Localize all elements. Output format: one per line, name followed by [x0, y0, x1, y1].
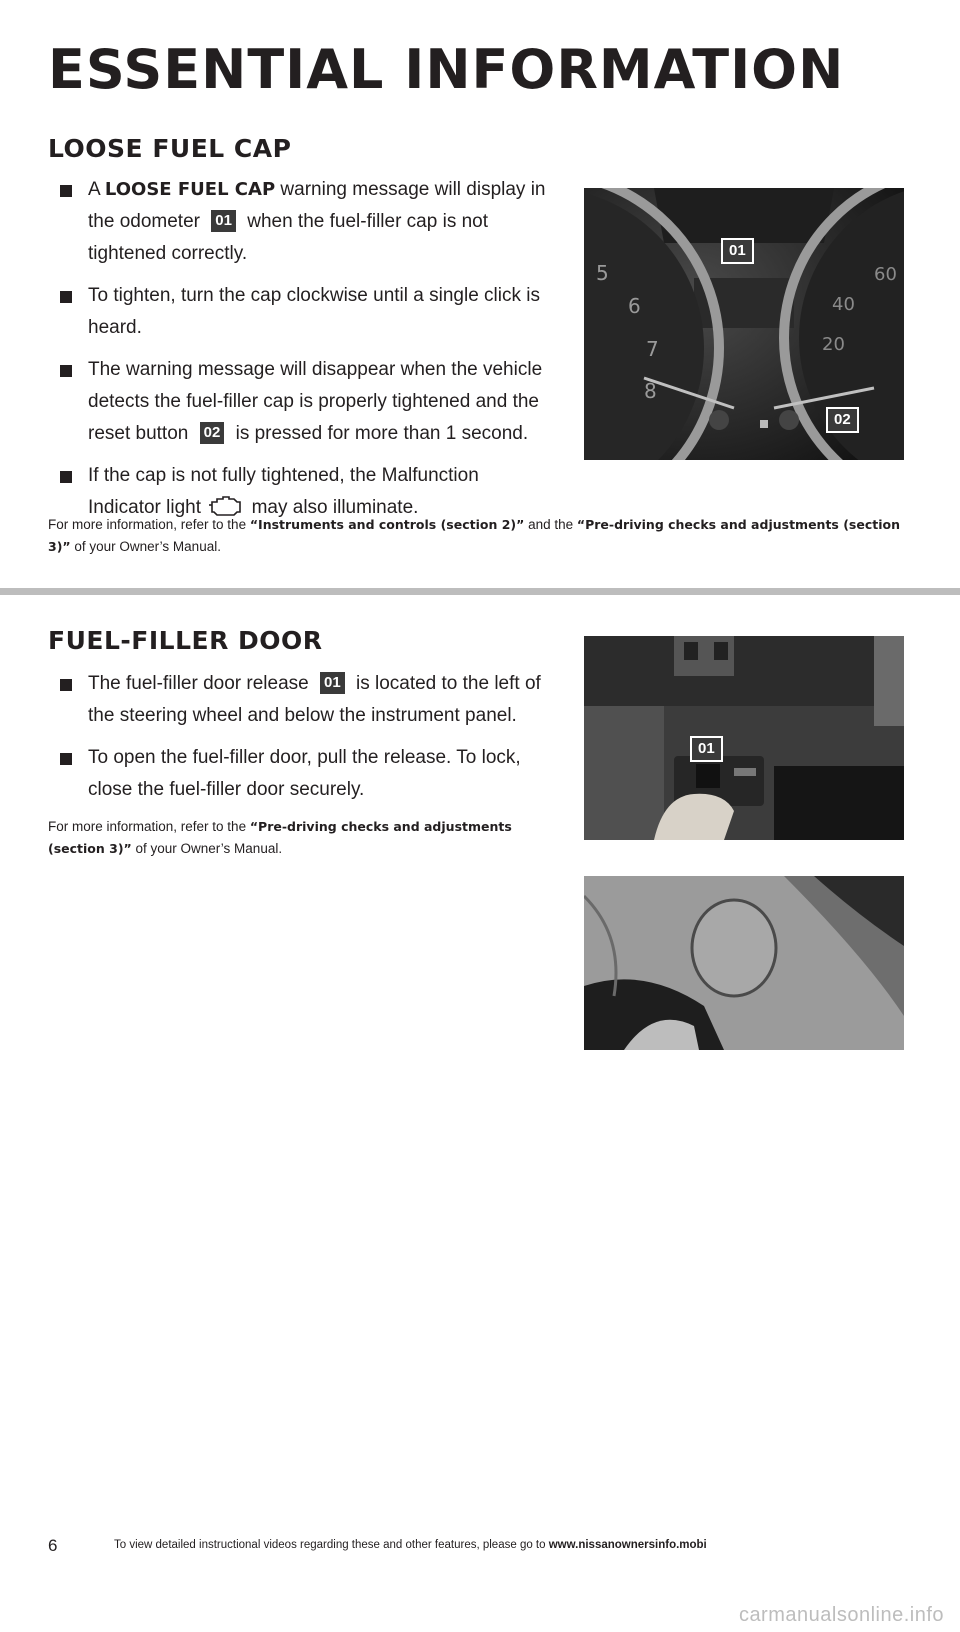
page-footer — [0, 1536, 960, 1560]
gauge-label: 5 — [596, 261, 609, 285]
footer-link[interactable]: www.nissanownersinfo.mobi — [548, 1539, 707, 1551]
section-title-loose-fuel-cap: LOOSE FUEL CAP — [48, 134, 292, 163]
fuel-door-release-photo — [584, 636, 904, 840]
bullet-item: The warning message will disappear when the vehicle detects the fuel-filler cap is properly tightened and the reset button 02 is pressed for more than 1 second. — [60, 354, 550, 450]
gauge-label: 7 — [646, 337, 659, 361]
callout-tag: 02 — [200, 422, 225, 444]
section-divider — [0, 588, 960, 595]
fuel-filler-door-bullets — [60, 668, 570, 816]
bullet-square-icon — [60, 753, 72, 765]
bullet-square-icon — [60, 471, 72, 483]
bullet-square-icon — [60, 365, 72, 377]
bullet-square-icon — [60, 185, 72, 197]
instrument-cluster-photo — [584, 188, 904, 460]
callout-tag: 01 — [320, 672, 345, 694]
bullet-square-icon — [60, 679, 72, 691]
footer-text: To view detailed instructional videos regarding these and other features, please go to www.nissanownersinfo.mobi — [114, 1539, 707, 1551]
bullet-item: To tighten, turn the cap clockwise until a single click is heard. — [60, 280, 550, 344]
section-title-fuel-filler-door: FUEL-FILLER DOOR — [48, 626, 323, 655]
gauge-label: 20 — [822, 334, 845, 355]
bullet-item: To open the fuel-filler door, pull the release. To lock, close the fuel-filler door securely. — [60, 742, 570, 806]
gauge-label: 6 — [628, 294, 641, 318]
bullet-item: A LOOSE FUEL CAP warning message will display in the odometer 01 when the fuel-filler cap is not tightened correctly. — [60, 174, 550, 270]
loose-fuel-cap-bullets — [60, 174, 550, 539]
fuel-filler-door-exterior-photo — [584, 876, 904, 1050]
bullet-square-icon — [60, 291, 72, 303]
page-number: 6 — [48, 1536, 58, 1555]
warning-message-name: LOOSE FUEL CAP — [104, 179, 276, 200]
callout-02: 02 — [826, 407, 859, 433]
callout-01: 01 — [721, 238, 754, 264]
gauge-label: 60 — [874, 264, 897, 285]
bullet-item: The fuel-filler door release 01 is located to the left of the steering wheel and below the instrument panel. — [60, 668, 570, 732]
gauge-label: 40 — [832, 294, 855, 315]
bullet-item: If the cap is not fully tightened, the Malfunction Indicator light may also illuminate. — [60, 460, 550, 529]
gauge-label: 8 — [644, 379, 657, 403]
watermark: carmanualsonline.info — [738, 1604, 944, 1626]
page-title: ESSENTIAL INFORMATION — [48, 38, 845, 101]
callout-tag: 01 — [211, 210, 236, 232]
reference-note: For more information, refer to the “Instruments and controls (section 2)” and the “Pre-driving checks and adjustments (section 3)” of your Owner’s Manual. — [48, 517, 900, 554]
reference-note: For more information, refer to the “Pre-driving checks and adjustments (section 3)” of your Owner’s Manual. — [48, 819, 512, 856]
callout-01: 01 — [690, 736, 723, 762]
